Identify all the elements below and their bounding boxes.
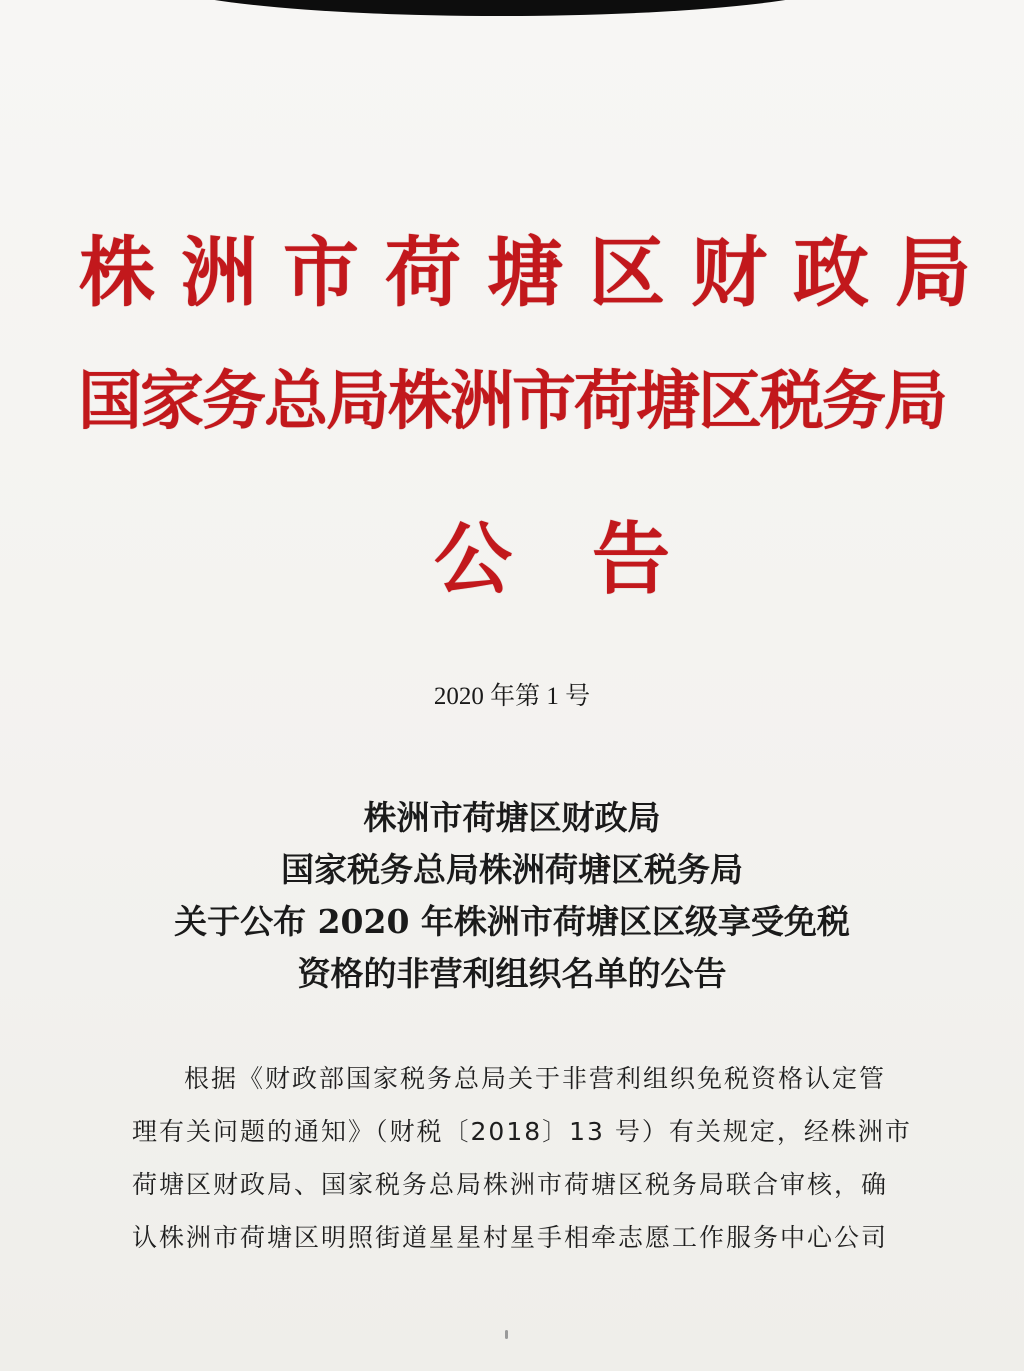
- scan-speck: [505, 1330, 508, 1339]
- title-line-4: 资格的非营利组织名单的公告: [297, 954, 727, 993]
- title-line-3: 关于公布 2020 年株洲市荷塘区区级享受免税: [174, 902, 850, 941]
- document-number: 2020 年第 1 号: [433, 683, 591, 710]
- body-line-1: 根据《财政部国家税务总局关于非营利组织免税资格认定管: [184, 1064, 887, 1093]
- header-announcement: 公告: [433, 514, 750, 605]
- body-line-3: 荷塘区财政局、国家税务总局株洲市荷塘区税务局联合审核，确: [132, 1170, 889, 1199]
- body-paragraph: [132, 1052, 922, 1264]
- title-line-2: 国家税务总局株洲荷塘区税务局: [281, 850, 743, 889]
- scan-shadow: [150, 0, 850, 16]
- body-line-2: 理有关问题的通知》（财税〔2018〕13 号）有关规定，经株洲市: [132, 1117, 912, 1146]
- header-issuer-2: 国家务总局株洲市荷塘区税务局: [78, 364, 946, 439]
- body-line-4: 认株洲市荷塘区明照街道星星村星手相牵志愿工作服务中心公司: [132, 1223, 889, 1252]
- document-title: [0, 792, 1024, 1000]
- header-issuer-1: 株洲市荷塘区财政局: [79, 228, 997, 317]
- title-line-1: 株洲市荷塘区财政局: [363, 798, 661, 837]
